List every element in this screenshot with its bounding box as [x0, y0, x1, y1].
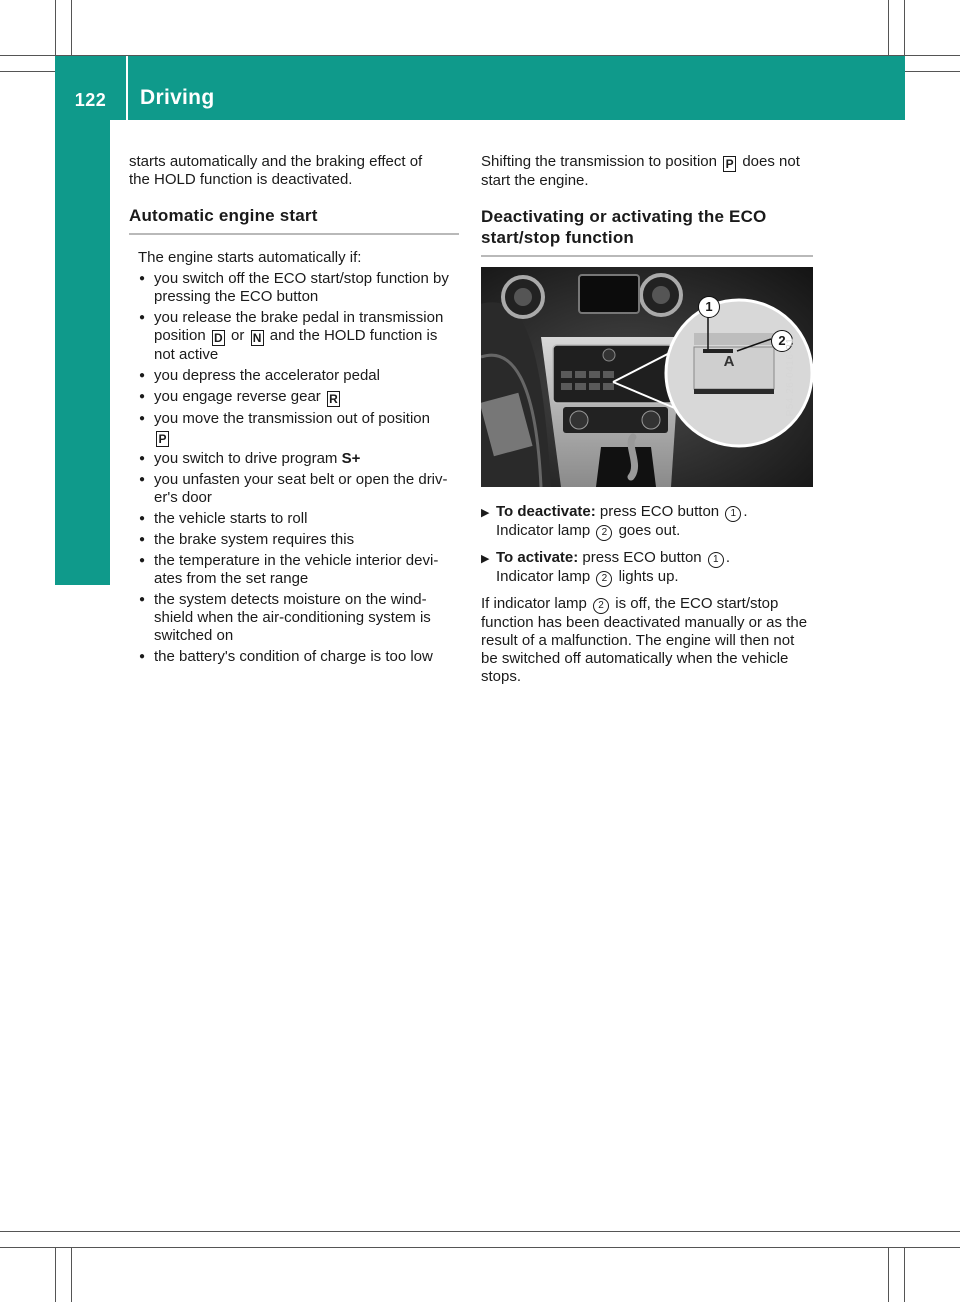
list-item — [138, 367, 459, 385]
intro-paragraph — [129, 153, 459, 189]
callout-ref: 2 — [596, 571, 612, 587]
crop-mark — [0, 1231, 960, 1232]
callout-ref: 1 — [708, 552, 724, 568]
callout-ref: 1 — [725, 506, 741, 522]
list-item-text: you move the transmission out of position — [154, 410, 430, 427]
step-activate: ▶ To activate: press ECO button 1 . Indicator lamp 2 lights up. — [481, 549, 813, 587]
list-item-text: and the HOLD function is not active — [154, 327, 438, 363]
right-column — [481, 153, 813, 686]
note-text: If indicator lamp — [481, 595, 587, 612]
callout-ref: 2 — [596, 525, 612, 541]
gear-key-r: R — [327, 391, 340, 407]
crop-mark — [55, 1247, 56, 1302]
intro-line: the HOLD function is deactivated. — [129, 171, 353, 188]
step-text: Indicator lamp — [496, 522, 591, 539]
crop-mark — [71, 1247, 72, 1302]
list-item-text: you release the brake pedal in transmission position — [154, 309, 444, 344]
page-number: 122 — [74, 90, 107, 110]
step-deactivate: ▶ To deactivate: press ECO button 1 . Indicator lamp 2 goes out. — [481, 503, 813, 541]
list-item — [138, 531, 459, 549]
list-item — [138, 450, 459, 468]
list-item — [138, 309, 459, 364]
gear-key-p: P — [723, 156, 736, 172]
step-text: goes out. — [618, 522, 681, 539]
list-item-text: you switch off the ECO start/stop function by pressing the ECO button — [154, 270, 449, 305]
heading-eco-start-stop: Deactivating or activating the ECO start/stop function — [481, 206, 813, 257]
step-text: press ECO button — [599, 503, 720, 520]
callout-1-marker: 1 — [698, 296, 720, 318]
list-item — [138, 410, 459, 447]
step-label: To activate: — [496, 549, 579, 566]
crop-mark — [904, 1247, 905, 1302]
intro-line: starts automatically and the braking effect of — [129, 153, 423, 170]
list-item-text: or — [231, 327, 245, 344]
list-item-text: the system detects moisture on the wind-shield when the air-conditioning system is switched on — [154, 591, 431, 644]
crop-mark — [55, 0, 56, 56]
list-item — [138, 591, 459, 645]
intro-paragraph — [481, 153, 813, 190]
chapter-tab — [55, 120, 148, 585]
list-item-text: the battery's condition of charge is too low — [154, 648, 433, 665]
dashboard-illustration — [481, 267, 813, 487]
callout-2-marker: 2 — [771, 330, 793, 352]
list-item-text: you unfasten your seat belt or open the driv-er's door — [154, 471, 448, 506]
figure-code: P54.26-0416-31 — [785, 337, 796, 417]
gear-key-p: P — [156, 431, 169, 447]
crop-mark — [904, 0, 905, 56]
note-paragraph — [481, 595, 813, 686]
gear-key-n: N — [251, 330, 264, 346]
heading-automatic-engine-start: Automatic engine start — [129, 205, 459, 235]
list-item — [138, 270, 459, 306]
intro-text: does not start the engine. — [481, 153, 800, 189]
list-item-text: the vehicle starts to roll — [154, 510, 308, 527]
step-text: press ECO button — [582, 549, 702, 566]
gear-key-d: D — [212, 330, 225, 346]
list-item-text: you engage reverse gear — [154, 388, 321, 405]
condition-list — [129, 270, 459, 666]
list-item — [138, 648, 459, 666]
page-header — [55, 56, 905, 120]
list-item — [138, 510, 459, 528]
eco-button-figure — [481, 267, 813, 487]
section-title: Driving — [140, 86, 215, 109]
step-label: To deactivate: — [496, 503, 596, 520]
crop-mark — [0, 1247, 960, 1248]
list-item-text: you switch to drive program — [154, 450, 338, 467]
step-text: Indicator lamp — [496, 568, 591, 585]
crop-mark — [888, 0, 889, 56]
list-item-text: the brake system requires this — [154, 531, 355, 548]
header-divider — [126, 56, 128, 120]
intro-text: Shifting the transmission to position — [481, 153, 717, 170]
list-item-text: you depress the accelerator pedal — [154, 367, 380, 384]
left-column — [129, 153, 459, 669]
list-item — [138, 471, 459, 507]
step-text: lights up. — [618, 568, 679, 585]
list-item — [138, 552, 459, 588]
drive-program-label: S+ — [341, 450, 361, 467]
crop-mark — [71, 0, 72, 56]
callout-ref: 2 — [593, 598, 609, 614]
eco-button-letter: A — [723, 353, 735, 370]
crop-mark — [888, 1247, 889, 1302]
list-item-text: the temperature in the vehicle interior devi-ates from the set range — [154, 552, 439, 587]
chapter-label: Driving and parking — [125, 318, 148, 522]
lead-text: The engine starts automatically if: — [138, 249, 362, 266]
note-text: is off, the ECO start/stop function has been deactivated manually or as the result of a malfunction. The engine will then not be switched off automatically when the vehicle stops. — [481, 595, 808, 685]
list-item — [138, 388, 459, 407]
